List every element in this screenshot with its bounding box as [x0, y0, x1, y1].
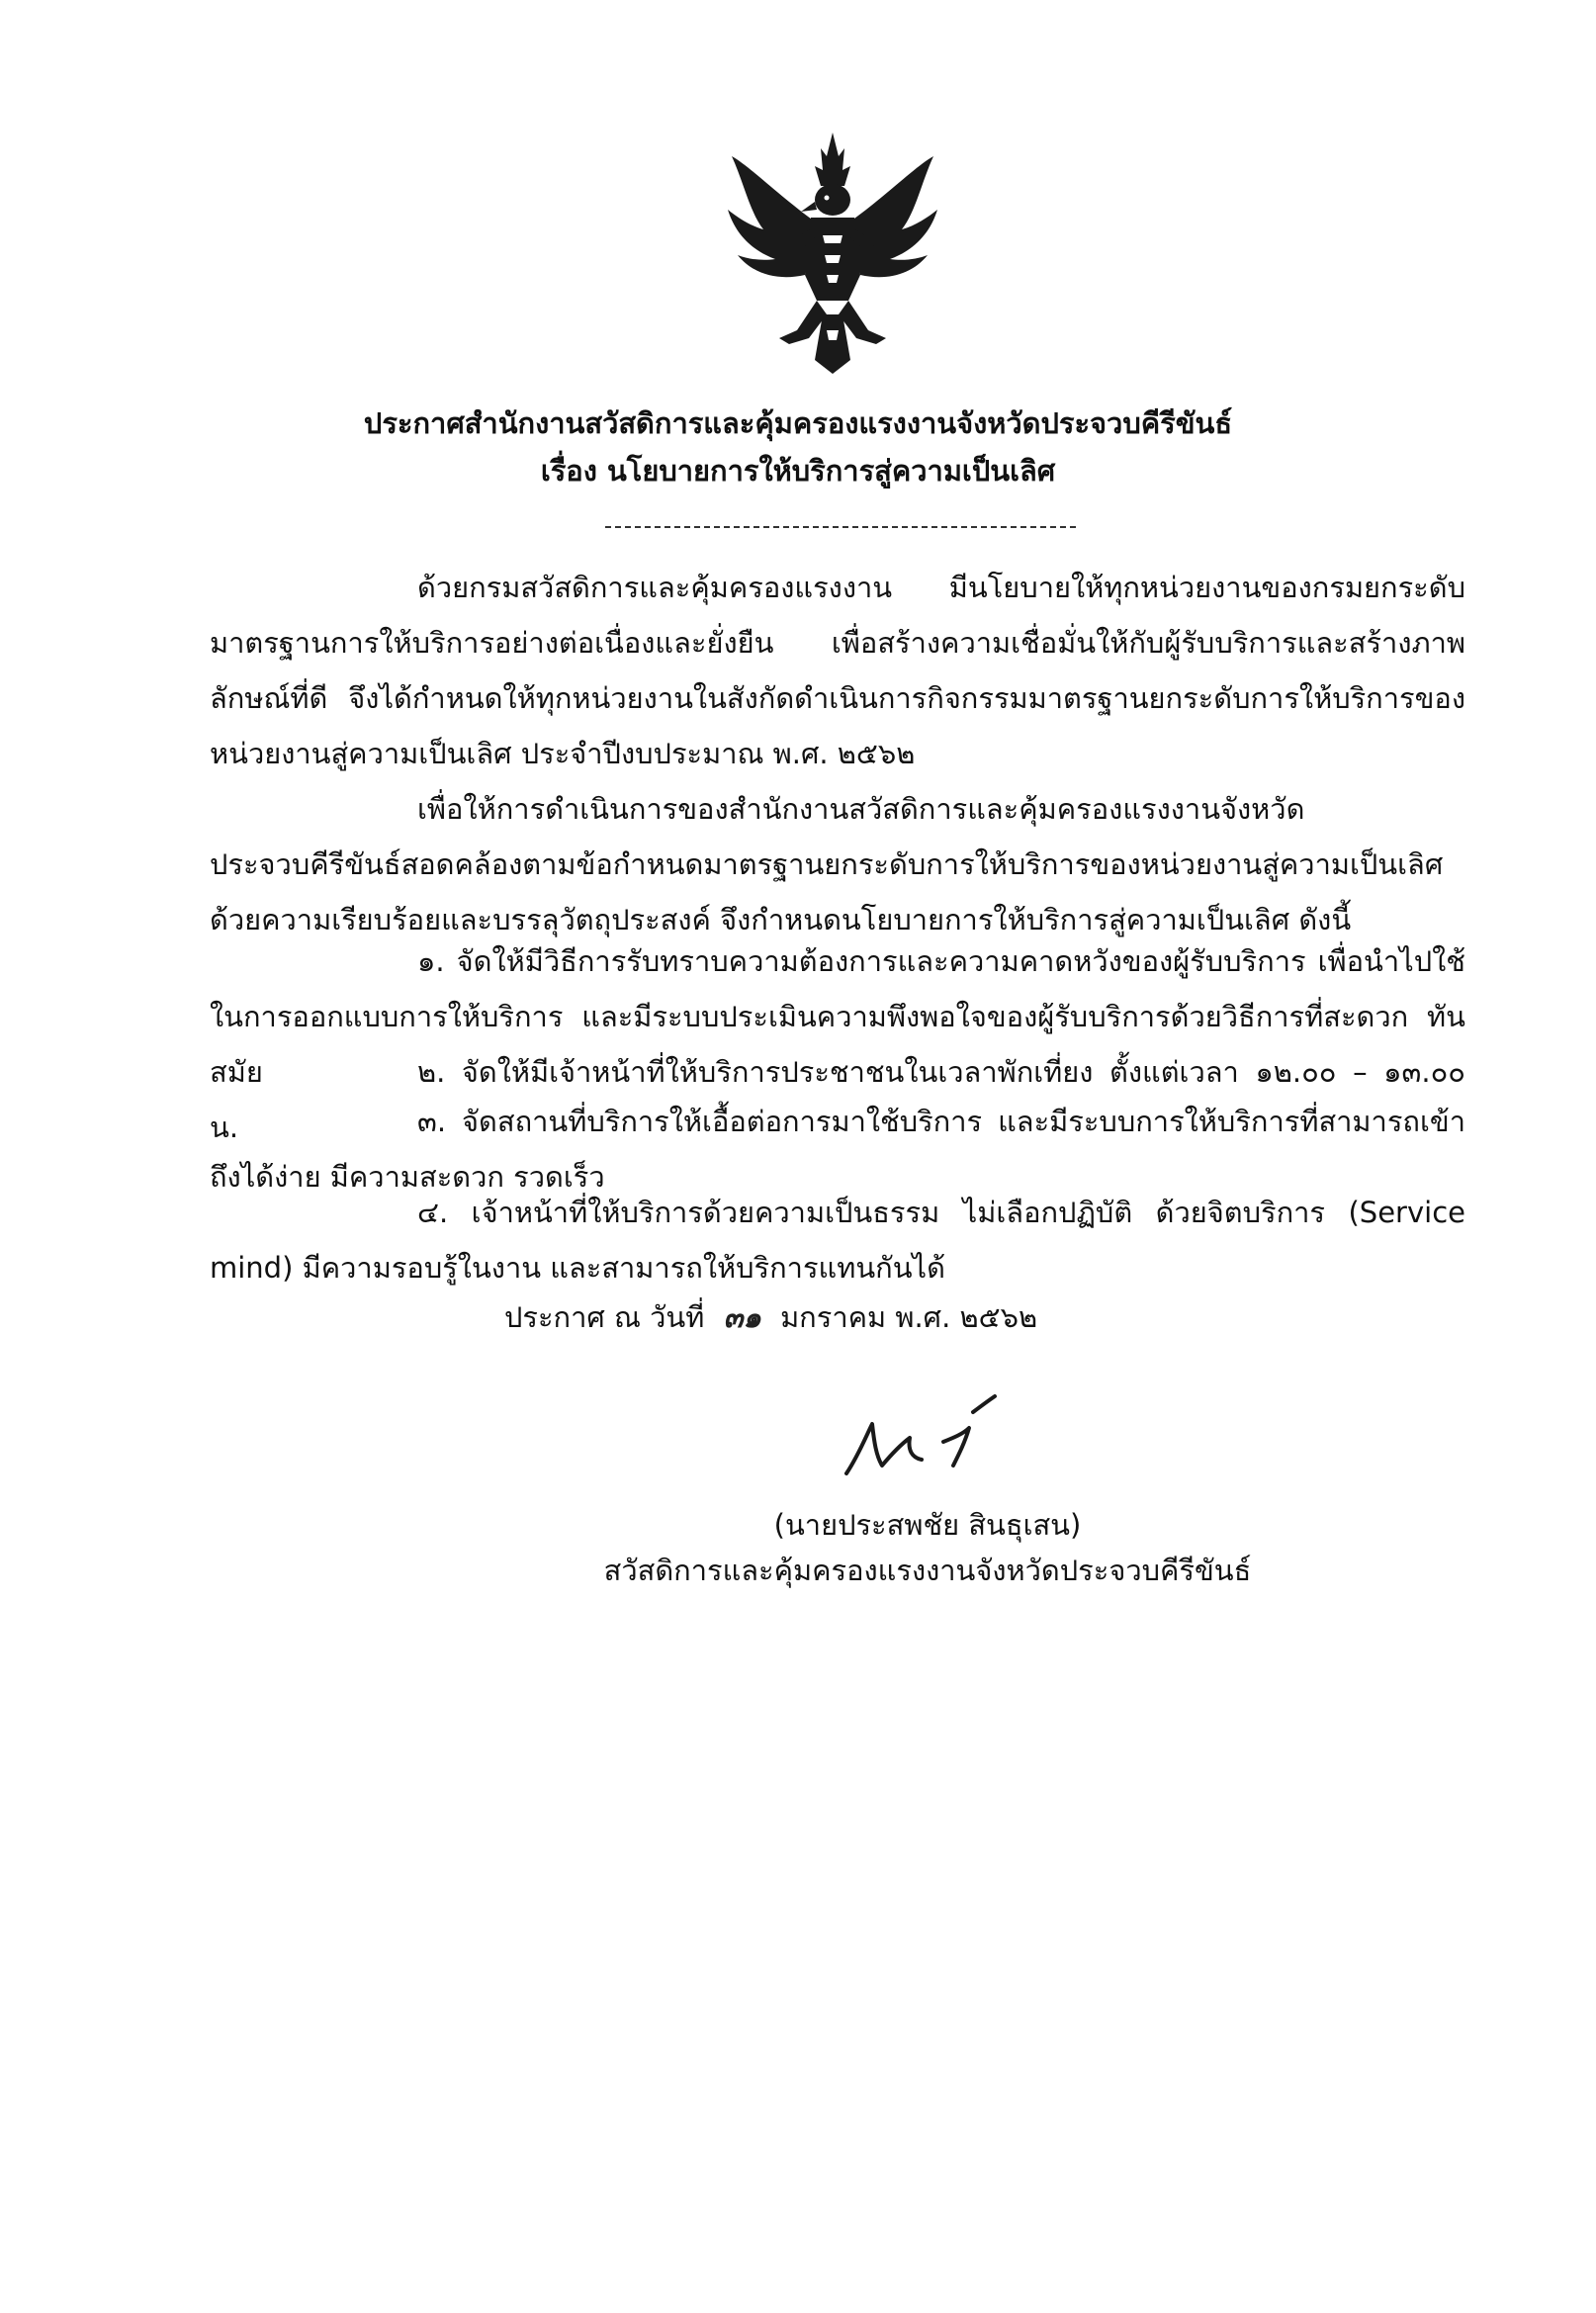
policy-item-2: ๒. จัดให้มีเจ้าหน้าที่ให้บริการประชาชนในเวลาพักเที่ยง ตั้งแต่เวลา ๑๒.๐๐ – ๑๓.๐๐ น. — [210, 1055, 1465, 1144]
garuda-emblem-icon — [720, 127, 945, 379]
signer-name: (นายประสพชัย สินธุเสน) — [773, 1508, 1082, 1542]
policy-item-1: ๑. จัดให้มีวิธีการรับทราบความต้องการและความคาดหวังของผู้รับบริการ เพื่อนำไปใช้ในการออกแบบการให้บริการ และมีระบบประเมินความพึงพอใจของผู้รับบริการด้วยวิธีการที่สะดวก ทันสมัย — [210, 944, 1465, 1089]
body-paragraph-1: ด้วยกรมสวัสดิการและคุ้มครองแรงงาน มีนโยบายให้ทุกหน่วยงานของกรมยกระดับมาตรฐานการให้บริการอย่างต่อเนื่องและยั่งยืน เพื่อสร้างความเชื่อมั่นให้กับผู้รับบริการและสร้างภาพลักษณ์ที่ดี จึงได้กำหนดให้ทุกหน่วยงานในสังกัดดำเนินการกิจกรรมมาตรฐานยกระดับการให้บริการของหน่วยงานสู่ความเป็นเลิศ ประจำปีงบประมาณ พ.ศ. ๒๕๖๒ — [210, 571, 1465, 770]
signer-position: สวัสดิการและคุ้มครองแรงงานจังหวัดประจวบคีรีขันธ์ — [603, 1554, 1252, 1587]
announcement-subject: เรื่อง นโยบายการให้บริการสู่ความเป็นเลิศ — [540, 454, 1056, 488]
announcement-date-prefix: ประกาศ ณ วันที่ — [504, 1300, 705, 1334]
title-divider — [605, 526, 1076, 528]
announcement-date — [504, 1295, 1037, 1339]
announcement-title: ประกาศสำนักงานสวัสดิการและคุ้มครองแรงงานจังหวัดประจวบคีรีขันธ์ — [363, 406, 1233, 440]
policy-item-4: ๔. เจ้าหน้าที่ให้บริการด้วยความเป็นธรรม ไม่เลือกปฏิบัติ ด้วยจิตบริการ (Service mind) มีความรอบรู้ในงาน และสามารถให้บริการแทนกันได้ — [210, 1196, 1465, 1285]
policy-item-3: ๓. จัดสถานที่บริการให้เอื้อต่อการมาใช้บริการ และมีระบบการให้บริการที่สามารถเข้าถึงได้ง่าย มีความสะดวก รวดเร็ว — [210, 1105, 1465, 1194]
announcement-day: ๓๑ — [723, 1300, 761, 1334]
handwritten-signature — [833, 1384, 1020, 1493]
body-paragraph-2: เพื่อให้การดำเนินการของสำนักงานสวัสดิการและคุ้มครองแรงงานจังหวัดประจวบคีรีขันธ์สอดคล้องตามข้อกำหนดมาตรฐานยกระดับการให้บริการของหน่วยงานสู่ความเป็นเลิศ ด้วยความเรียบร้อยและบรรลุวัตถุประสงค์ จึงกำหนดนโยบายการให้บริการสู่ความเป็นเลิศ ดังนี้ — [210, 792, 1444, 936]
announcement-month-year: มกราคม พ.ศ. ๒๕๖๒ — [780, 1300, 1038, 1334]
